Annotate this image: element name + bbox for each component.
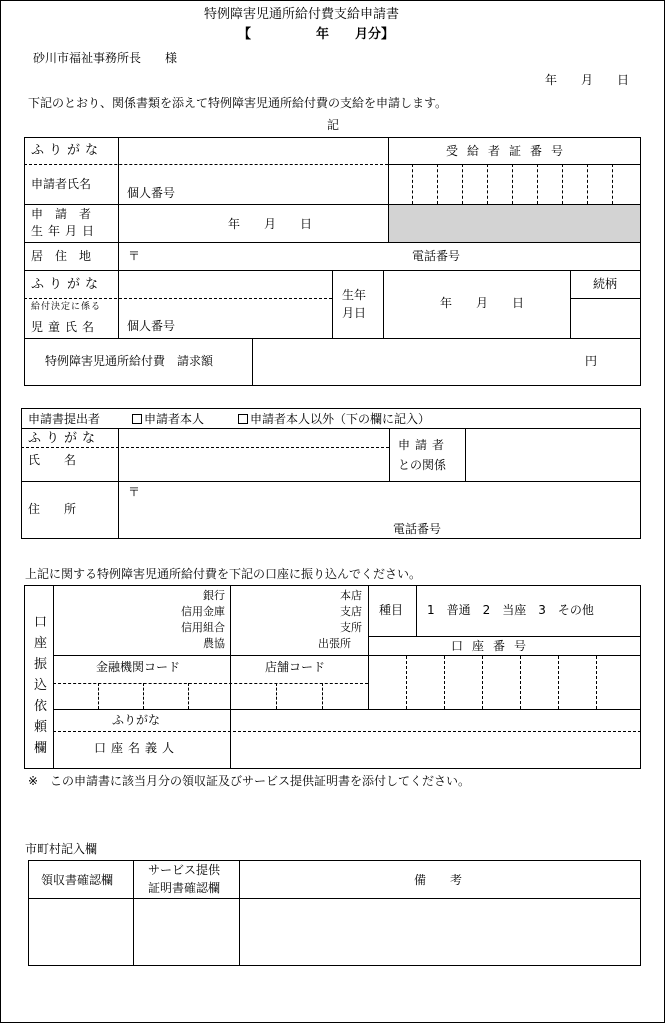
inst-code-label: 金融機関コード <box>96 660 181 674</box>
service-cert-input[interactable] <box>135 900 238 964</box>
claim-unit: 円 <box>585 354 598 368</box>
branch-type-honten: 本店 <box>340 589 362 602</box>
submitter-relation-label-2: との関係 <box>398 458 447 472</box>
holder-furigana-input[interactable] <box>232 711 640 730</box>
child-birth-label-2: 月日 <box>342 306 367 320</box>
applicant-address-input[interactable] <box>120 244 639 269</box>
account-number-input[interactable] <box>370 657 640 708</box>
inst-type-shinkin: 信用金庫 <box>181 605 225 618</box>
account-kind-options[interactable]: 1 普通 2 当座 3 その他 <box>427 603 594 617</box>
inst-type-kumiai: 信用組合 <box>181 621 225 634</box>
branch-type-shisho: 支所 <box>340 621 362 634</box>
submitter-name-label: 氏 名 <box>28 453 77 467</box>
applicant-furigana-label: ふりがな <box>31 143 104 158</box>
branch-code-label: 店舗コード <box>265 660 326 674</box>
receipt-check-input[interactable] <box>30 900 132 964</box>
submitter-relation-label-1: 申請者 <box>398 438 450 452</box>
bank-intro: 上記に関する特例障害児通所給付費を下記の口座に振り込んでください。 <box>25 567 422 581</box>
branch-name-input[interactable] <box>232 587 367 654</box>
city-section-title: 市町村記入欄 <box>25 842 98 856</box>
applicant-address-label: 居 住 地 <box>31 249 92 263</box>
submitter-option-other[interactable]: 申請者本人以外（下の欄に記入） <box>238 413 430 425</box>
child-relation-label: 続柄 <box>593 277 618 291</box>
form-title: 特例障害児通所給付費支給申請書 <box>204 7 400 22</box>
holder-furigana-label: ふりがな <box>112 713 161 727</box>
applicant-birth-label-2: 生年月日 <box>31 224 100 238</box>
child-name-label: 児童氏名 <box>31 320 100 334</box>
recipient-number-input[interactable] <box>389 166 639 203</box>
period-label: 【 年 月分】 <box>238 27 395 42</box>
applicant-phone-label: 電話番号 <box>412 249 461 263</box>
applicant-name-label: 申請者氏名 <box>31 177 92 191</box>
inst-type-bank: 銀行 <box>203 589 225 602</box>
submitter-furigana-label: ふりがな <box>28 431 101 446</box>
claim-amount-input[interactable] <box>254 340 574 385</box>
remarks-input[interactable] <box>241 900 640 964</box>
applicant-birth-label-1: 申 請 者 <box>31 207 92 221</box>
receipt-check-label: 領収書確認欄 <box>41 873 114 887</box>
child-small-label: 給付決定に係る <box>31 302 102 312</box>
remarks-label: 備 考 <box>414 873 463 887</box>
submitter-option-self[interactable]: 申請者本人 <box>132 413 204 425</box>
bank-side-label: 口座振込依頼欄 <box>34 615 48 756</box>
applicant-birth-value: 年 月 日 <box>228 217 313 231</box>
applicant-kojin-label: 個人番号 <box>127 186 176 200</box>
submitter-label: 申請書提出者 <box>28 412 101 426</box>
child-name-input[interactable] <box>120 300 331 337</box>
intro-text: 下記のとおり、関係書類を添えて特例障害児通所給付費の支給を申請します。 <box>28 96 448 110</box>
branch-type-shutchojo: 出張所 <box>318 637 351 650</box>
applicant-furigana-input[interactable] <box>120 139 386 163</box>
child-furigana-label: ふりがな <box>31 277 104 292</box>
service-cert-label-1: サービス提供 <box>148 863 221 877</box>
submitter-address-label: 住 所 <box>28 502 77 516</box>
child-furigana-input[interactable] <box>120 272 331 297</box>
account-kind-label: 種目 <box>379 603 404 617</box>
account-number-label: 口座番号 <box>451 639 536 653</box>
holder-label: 口座名義人 <box>94 741 180 755</box>
shaded-cell <box>389 205 640 242</box>
submitter-furigana-input[interactable] <box>120 430 387 446</box>
child-kojin-label: 個人番号 <box>127 319 176 333</box>
branch-type-shiten: 支店 <box>340 605 362 618</box>
applicant-name-input[interactable] <box>120 166 386 203</box>
other-checkbox[interactable] <box>238 414 248 424</box>
inst-type-nokyo: 農協 <box>203 637 225 650</box>
holder-name-input[interactable] <box>232 733 640 768</box>
application-date: 年 月 日 <box>545 73 630 87</box>
submitter-postal: 〒 <box>128 485 141 499</box>
service-cert-label-2: 証明書確認欄 <box>148 881 221 895</box>
child-relation-input[interactable] <box>572 300 640 337</box>
addressee: 砂川市福祉事務所長 様 <box>33 51 178 65</box>
self-checkbox[interactable] <box>132 414 142 424</box>
child-birth-label-1: 生年 <box>342 288 367 302</box>
recipient-number-label: 受給者証番号 <box>446 144 573 158</box>
submitter-name-input[interactable] <box>120 449 387 480</box>
attachment-note: ※ この申請書に該当月分の領収証及びサービス提供証明書を添付してください。 <box>28 774 471 788</box>
claim-amount-label: 特例障害児通所給付費 請求額 <box>45 354 214 368</box>
submitter-phone-label: 電話番号 <box>393 522 442 536</box>
child-birth-value: 年 月 日 <box>440 296 525 310</box>
submitter-address-input[interactable] <box>120 483 639 538</box>
institution-name-input[interactable] <box>55 587 229 654</box>
applicant-postal: 〒 <box>128 249 141 263</box>
ki-label: 記 <box>327 118 340 132</box>
submitter-relation-input[interactable] <box>467 430 640 480</box>
